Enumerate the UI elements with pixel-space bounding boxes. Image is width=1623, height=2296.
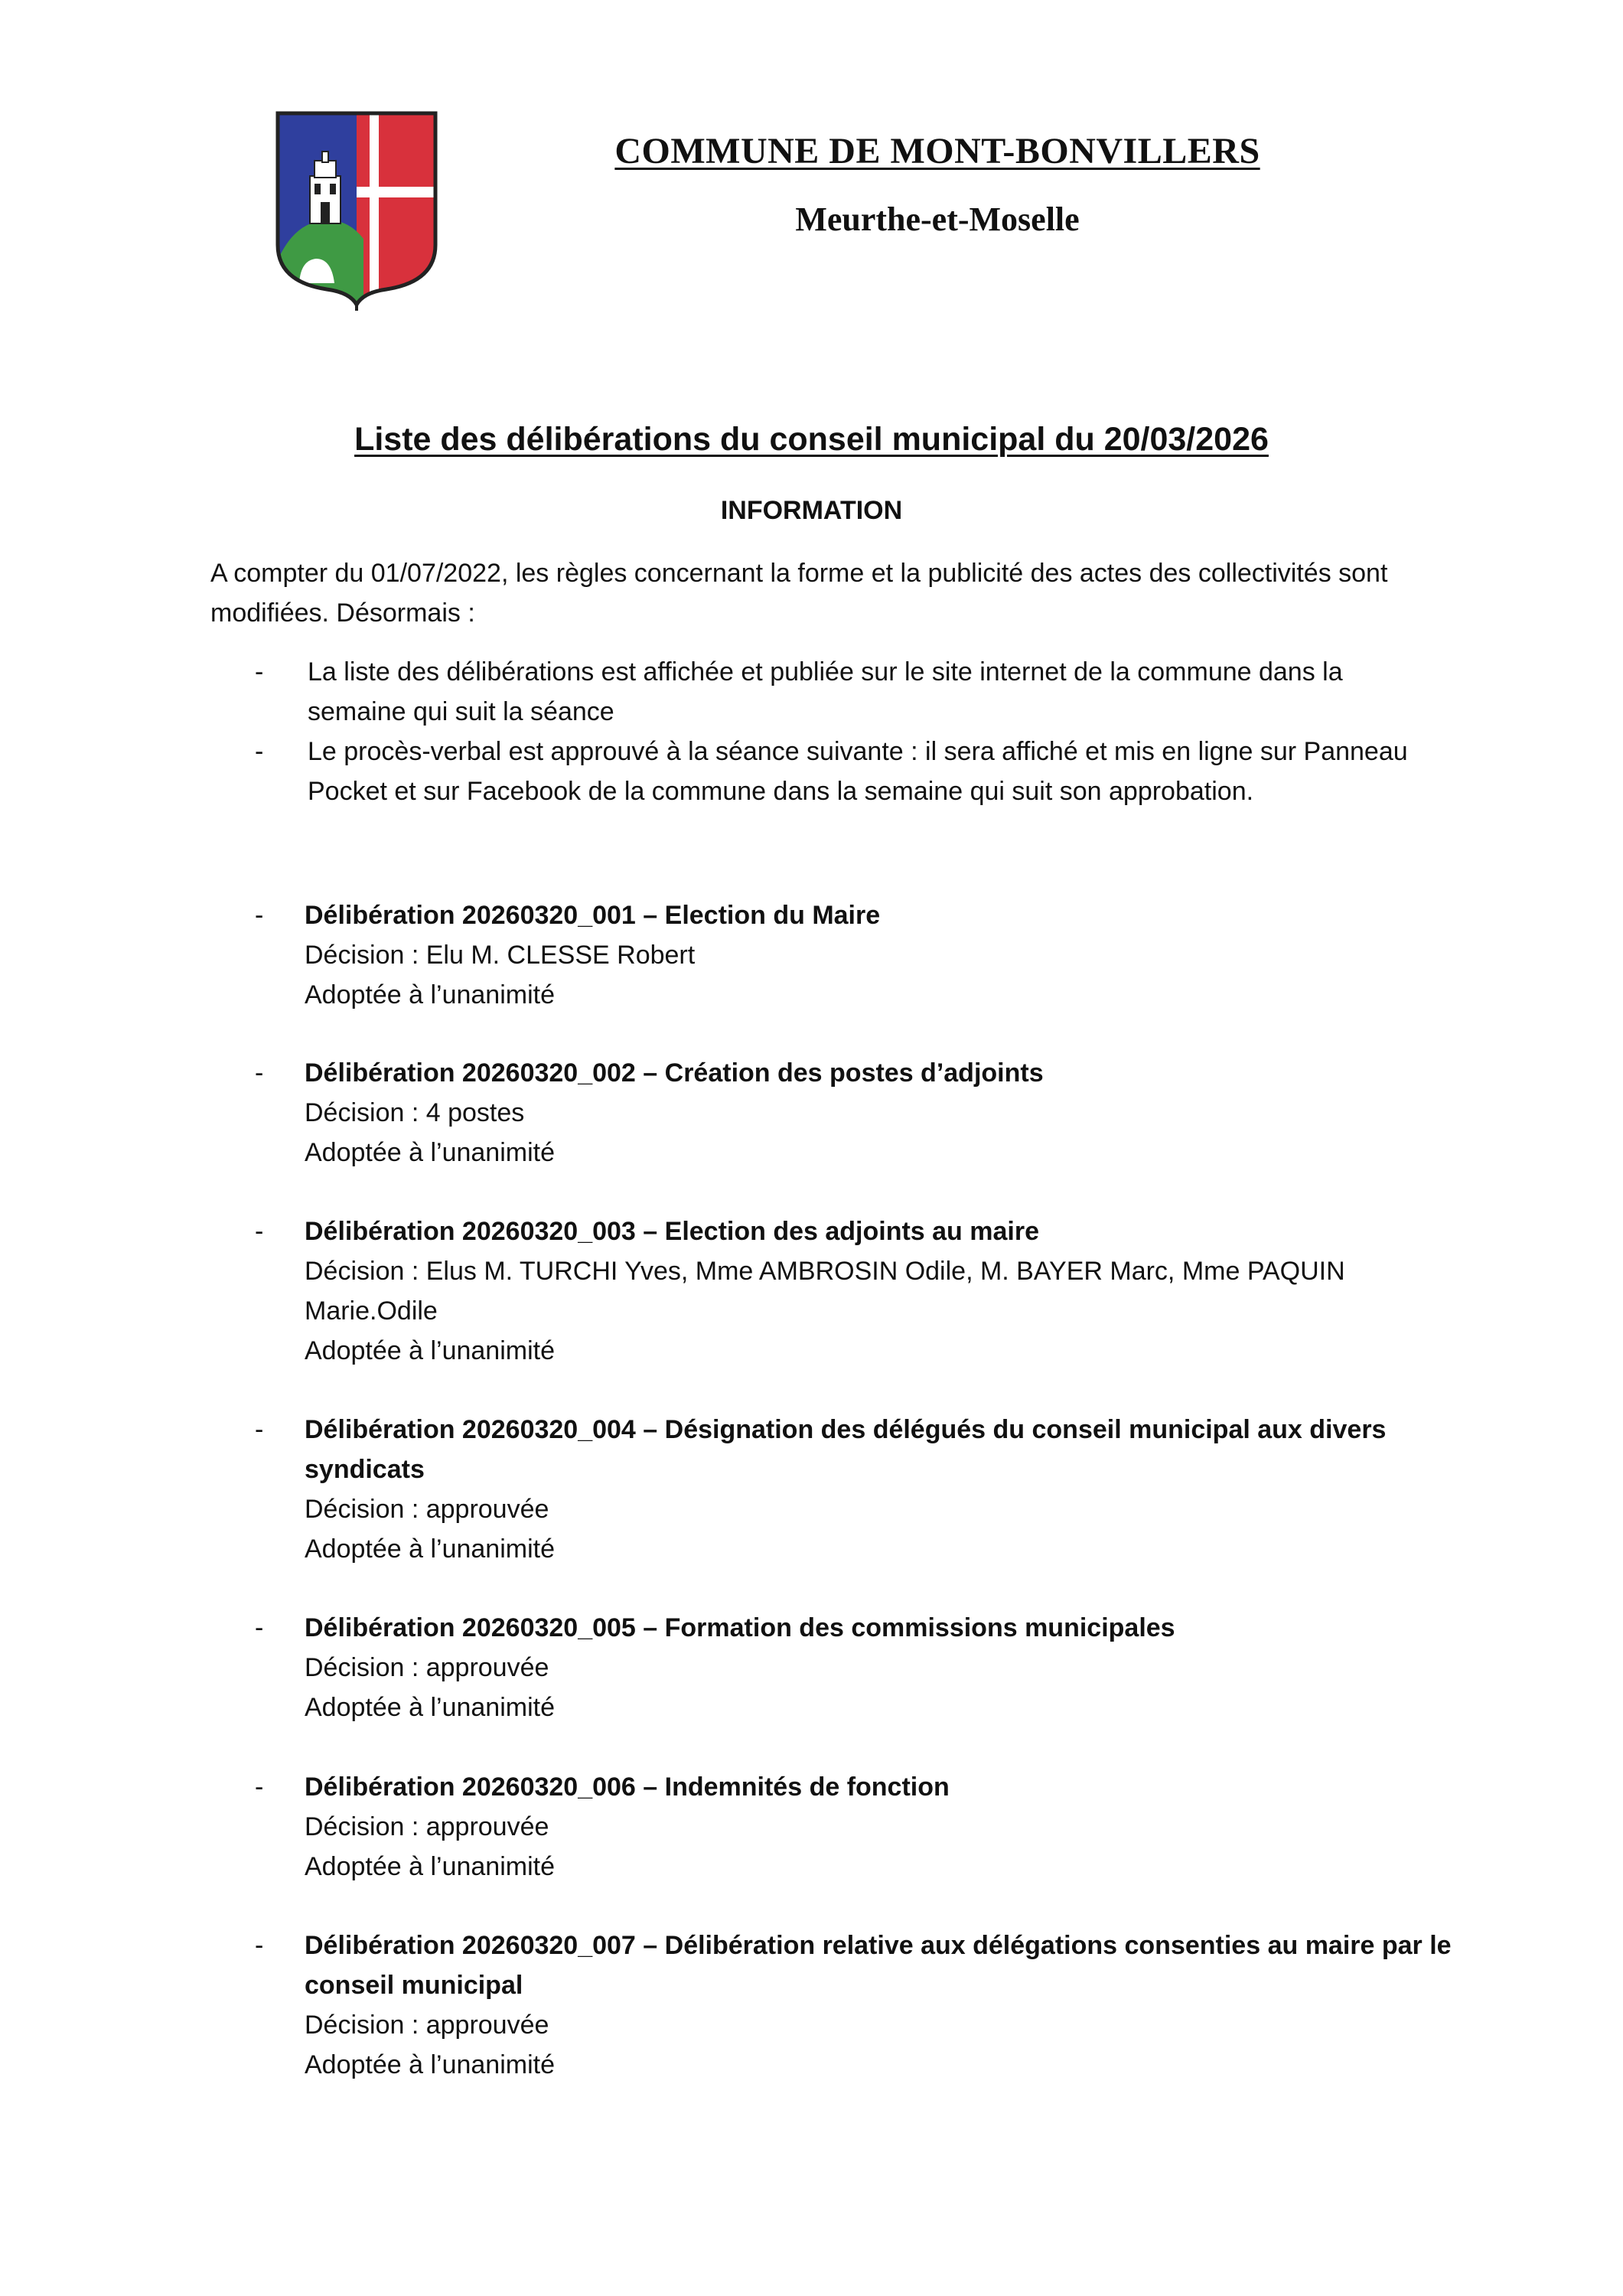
deliberation-decision: Décision : approuvée: [305, 1653, 549, 1682]
bullet-dash: -: [255, 1931, 264, 1960]
information-point-text: La liste des délibérations est affichée et publiée sur le site internet de la commune dans la semaine qui suit la séance: [308, 657, 1343, 726]
deliberation-decision: Décision : approuvée: [305, 1812, 549, 1841]
bullet-dash: -: [255, 901, 264, 930]
deliberation-title: Délibération 20260320_002 – Création des postes d’adjoints: [305, 1058, 1044, 1088]
deliberation-decision: Décision : approuvée: [305, 2011, 549, 2040]
deliberation-result: Adoptée à l’unanimité: [305, 1534, 556, 1564]
document-title: Liste des délibérations du conseil municipal du 20/03/2026: [354, 421, 1269, 458]
bullet-dash: -: [255, 1217, 264, 1246]
deliberation-result: Adoptée à l’unanimité: [305, 1336, 556, 1365]
deliberation-item: [0, 1926, 1623, 2085]
deliberation-decision: Décision : 4 postes: [305, 1098, 525, 1127]
bullet-dash: -: [255, 1058, 264, 1088]
deliberation-result: Adoptée à l’unanimité: [305, 1852, 556, 1881]
information-intro: A compter du 01/07/2022, les règles concernant la forme et la publicité des actes des collectivités sont modifiées. Désormais :: [210, 559, 1388, 628]
bullet-dash: -: [255, 1415, 264, 1444]
crest-tower: [310, 152, 341, 223]
deliberation-item: [0, 895, 1623, 1015]
information-point: [0, 732, 1623, 811]
letterhead: [612, 130, 1263, 239]
commune-name: COMMUNE DE MONT-BONVILLERS: [614, 131, 1260, 171]
information-point-text: Le procès-verbal est approuvé à la séance suivante : il sera affiché et mis en ligne sur Panneau Pocket et sur Facebook de la commune dans la semaine qui suit son approbation.: [308, 737, 1408, 806]
deliberation-item: [0, 1410, 1623, 1569]
information-point: [0, 652, 1623, 732]
bullet-dash: -: [255, 1613, 264, 1642]
bullet-dash: -: [255, 657, 264, 687]
deliberation-result: Adoptée à l’unanimité: [305, 980, 556, 1009]
crest-cross-vertical: [370, 113, 379, 312]
deliberation-decision: Décision : approuvée: [305, 1495, 549, 1524]
deliberation-item: [0, 1767, 1623, 1887]
deliberation-item: [0, 1212, 1623, 1371]
deliberation-decision: Décision : Elus M. TURCHI Yves, Mme AMBROSIN Odile, M. BAYER Marc, Mme PAQUIN Marie.Odile: [305, 1257, 1345, 1326]
deliberation-title: Délibération 20260320_007 – Délibération relative aux délégations consenties au maire par le conseil municipal: [305, 1931, 1452, 2000]
deliberation-title: Délibération 20260320_005 – Formation des commissions municipales: [305, 1613, 1175, 1642]
deliberation-result: Adoptée à l’unanimité: [305, 1693, 556, 1722]
deliberation-result: Adoptée à l’unanimité: [305, 2050, 556, 2079]
bullet-dash: -: [255, 737, 264, 766]
deliberation-decision: Décision : Elu M. CLESSE Robert: [305, 941, 696, 970]
deliberation-item: [0, 1608, 1623, 1727]
crest-cross-horizontal: [357, 187, 435, 197]
deliberation-item: [0, 1053, 1623, 1172]
department-name: Meurthe-et-Moselle: [795, 201, 1080, 238]
information-points: [0, 652, 1623, 811]
bullet-dash: -: [255, 1773, 264, 1802]
coat-of-arms-icon: [272, 107, 442, 312]
deliberation-title: Délibération 20260320_003 – Election des adjoints au maire: [305, 1217, 1040, 1246]
deliberation-title: Délibération 20260320_001 – Election du Maire: [305, 901, 881, 930]
deliberation-title: Délibération 20260320_004 – Désignation des délégués du conseil municipal aux divers syndicats: [305, 1415, 1387, 1484]
crest-red-field: [357, 113, 435, 312]
information-heading: INFORMATION: [720, 496, 903, 525]
deliberation-title: Délibération 20260320_006 – Indemnités de fonction: [305, 1773, 950, 1802]
deliberation-result: Adoptée à l’unanimité: [305, 1138, 556, 1167]
